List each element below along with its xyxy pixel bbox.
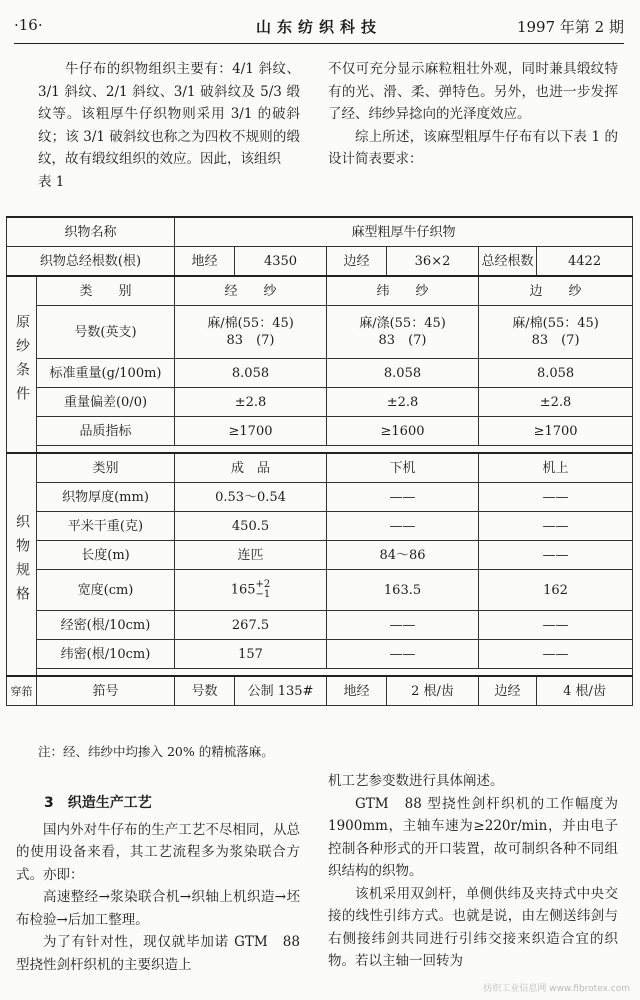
table-row [7, 611, 633, 640]
reed-edge-value: 4 根/齿 [537, 676, 633, 706]
section3-r1: 机工艺参变数进行具体阐述。 [328, 773, 504, 789]
table-row [7, 453, 633, 483]
table-1 [6, 216, 633, 706]
count-label: 号数(英支) [37, 306, 175, 359]
length-loom: 84～86 [327, 541, 479, 570]
section3-title: 3 织造生产工艺 [44, 795, 152, 811]
table-row [7, 446, 633, 454]
table-note: 注：经、纬纱中均掺入 20% 的精梳落麻。 [38, 744, 274, 759]
warp-density-loom: —— [327, 611, 479, 640]
issue-label: 1997 年第 2 期 [516, 18, 624, 36]
quality-weft: ≥1600 [327, 417, 479, 446]
weight-warp: 8.058 [175, 359, 327, 388]
section3-p1: 国内外对牛仔布的生产工艺不尽相同，从总的使用设备来看，其工艺流程多为浆染联合方式。亦即： [16, 821, 300, 883]
gsm-loom: —— [327, 512, 479, 541]
width-label: 宽度(cm) [37, 570, 175, 611]
width-onloom: 162 [479, 570, 633, 611]
table-row [7, 417, 633, 446]
edge-value: 36×2 [387, 247, 479, 277]
thick-onloom: —— [479, 483, 633, 512]
total-label: 总经根数 [479, 247, 537, 277]
table-row [7, 483, 633, 512]
spec-head-2: 下机 [327, 453, 479, 483]
journal-name: 山东纺织科技 [255, 18, 383, 36]
table-row [7, 570, 633, 611]
watermark: 纺织工业信息网 www.fibrotex.com [483, 984, 630, 994]
raw-head-3: 边 纱 [479, 276, 633, 306]
total-value: 4422 [537, 247, 633, 277]
table-row [7, 669, 633, 677]
header-rule [14, 43, 624, 44]
quality-edge: ≥1700 [479, 417, 633, 446]
edge-label: 边经 [327, 247, 387, 277]
intro-left-text: 牛仔布的织物组织主要有：4/1 斜纹、3/1 斜纹、2/1 斜纹、3/1 破斜纹及 5/3 缎纹等。该粗厚牛仔织物则采用 3/1 的破斜纹；该 3/1 破斜纹也称之为四枚不规则的缎纹，故有缎纹组织的效应。因此，该组织 [38, 61, 300, 167]
intro-left [38, 58, 300, 193]
reed-no-value: 公制 135# [235, 676, 327, 706]
thick-value: 0.53～0.54 [175, 483, 327, 512]
reed-no-label: 号数 [175, 676, 235, 706]
weight-edge: 8.058 [479, 359, 633, 388]
table-row [7, 306, 633, 359]
weft-density-label: 纬密(根/10cm) [37, 640, 175, 669]
intro-left-end: 表 1 [38, 173, 65, 190]
weft-density-value: 157 [175, 640, 327, 669]
table-row [7, 676, 633, 706]
count-warp: 麻/棉(55：45) 83 (7) [175, 306, 327, 359]
count-weft: 麻/涤(55：45) 83 (7) [327, 306, 479, 359]
weft-density-loom: —— [327, 640, 479, 669]
section3-r3: 该机采用双剑杆，单侧供纬及夹持式中央交接的线性引纬方式。也就是说，由左侧送纬剑与右侧接纬剑共同进行引纬交接来织造合宜的织物。若以主轴一回转为 [328, 885, 618, 969]
quality-warp: ≥1700 [175, 417, 327, 446]
dev-weft: ±2.8 [327, 388, 479, 417]
reed-label: 筘号 [37, 676, 175, 706]
quality-label: 品质指标 [37, 417, 175, 446]
count-edge: 麻/棉(55：45) 83 (7) [479, 306, 633, 359]
weft-density-onloom: —— [479, 640, 633, 669]
spacer [37, 669, 633, 677]
intro-right-p2: 综上所述，该麻型粗厚牛仔布有以下表 1 的设计简表要求： [328, 128, 618, 167]
page-number: ·16· [14, 16, 43, 34]
table-row [7, 541, 633, 570]
name-label: 织物名称 [7, 217, 175, 247]
table-row [7, 276, 633, 306]
table-row [7, 512, 633, 541]
weight-weft: 8.058 [327, 359, 479, 388]
raw-group-label: 原纱条件 [7, 276, 37, 453]
gsm-value: 450.5 [175, 512, 327, 541]
reed-ground-label: 地经 [327, 676, 387, 706]
table-row [7, 247, 633, 277]
reed-edge-label: 边经 [479, 676, 537, 706]
length-onloom: —— [479, 541, 633, 570]
spec-head-0: 类别 [37, 453, 175, 483]
section3-right [328, 770, 618, 973]
width-loom: 163.5 [327, 570, 479, 611]
raw-head-1: 经 纱 [175, 276, 327, 306]
dev-label: 重量偏差(0/0) [37, 388, 175, 417]
page-header [14, 14, 624, 40]
table-row [7, 388, 633, 417]
section3-p2: 高速整经→浆染联合机→织轴上机织造→坯布检验→后加工整理。 [16, 889, 300, 928]
intro-right-p1: 不仅可充分显示麻粒粗壮外观，同时兼具缎纹特有的光、滑、柔、弹特色。另外，也进一步发挥了经、纬纱异捻向的光泽度效应。 [328, 61, 618, 122]
gsm-label: 平米干重(克) [37, 512, 175, 541]
length-value: 连匹 [175, 541, 327, 570]
length-label: 长度(m) [37, 541, 175, 570]
dev-edge: ±2.8 [479, 388, 633, 417]
section3-r2: GTM 88 型挠性剑杆织机的工作幅度为 1900mm，主轴车速为≥220r/min，并由电子控制各种形式的开口装置，故可制织各种不同组织结构的织物。 [328, 795, 618, 879]
reed-group-label: 穿筘 [7, 676, 37, 706]
section3-p3: 为了有针对性，现仅就毕加诺 GTM 88 型挠性剑杆织机的主要织造上 [16, 934, 300, 973]
weight-label: 标准重量(g/100m) [37, 359, 175, 388]
warp-density-onloom: —— [479, 611, 633, 640]
name-value: 麻型粗厚牛仔织物 [175, 217, 633, 247]
warp-density-label: 经密(根/10cm) [37, 611, 175, 640]
thick-loom: —— [327, 483, 479, 512]
ground-label: 地经 [175, 247, 235, 277]
table-row [7, 217, 633, 247]
width-value: 165+2 −1 [175, 570, 327, 611]
intro-right [328, 58, 618, 171]
spacer [37, 446, 633, 454]
ends-label: 织物总经根数(根) [7, 247, 175, 277]
table-row [7, 359, 633, 388]
table-row [7, 640, 633, 669]
section3-left [16, 784, 300, 976]
spec-group-label: 织物规格 [7, 453, 37, 676]
warp-density-value: 267.5 [175, 611, 327, 640]
thick-label: 织物厚度(mm) [37, 483, 175, 512]
gsm-onloom: —— [479, 512, 633, 541]
raw-head-0: 类 别 [37, 276, 175, 306]
spec-head-1: 成 品 [175, 453, 327, 483]
raw-head-2: 纬 纱 [327, 276, 479, 306]
spec-head-3: 机上 [479, 453, 633, 483]
reed-ground-value: 2 根/齿 [387, 676, 479, 706]
dev-warp: ±2.8 [175, 388, 327, 417]
ground-value: 4350 [235, 247, 327, 277]
